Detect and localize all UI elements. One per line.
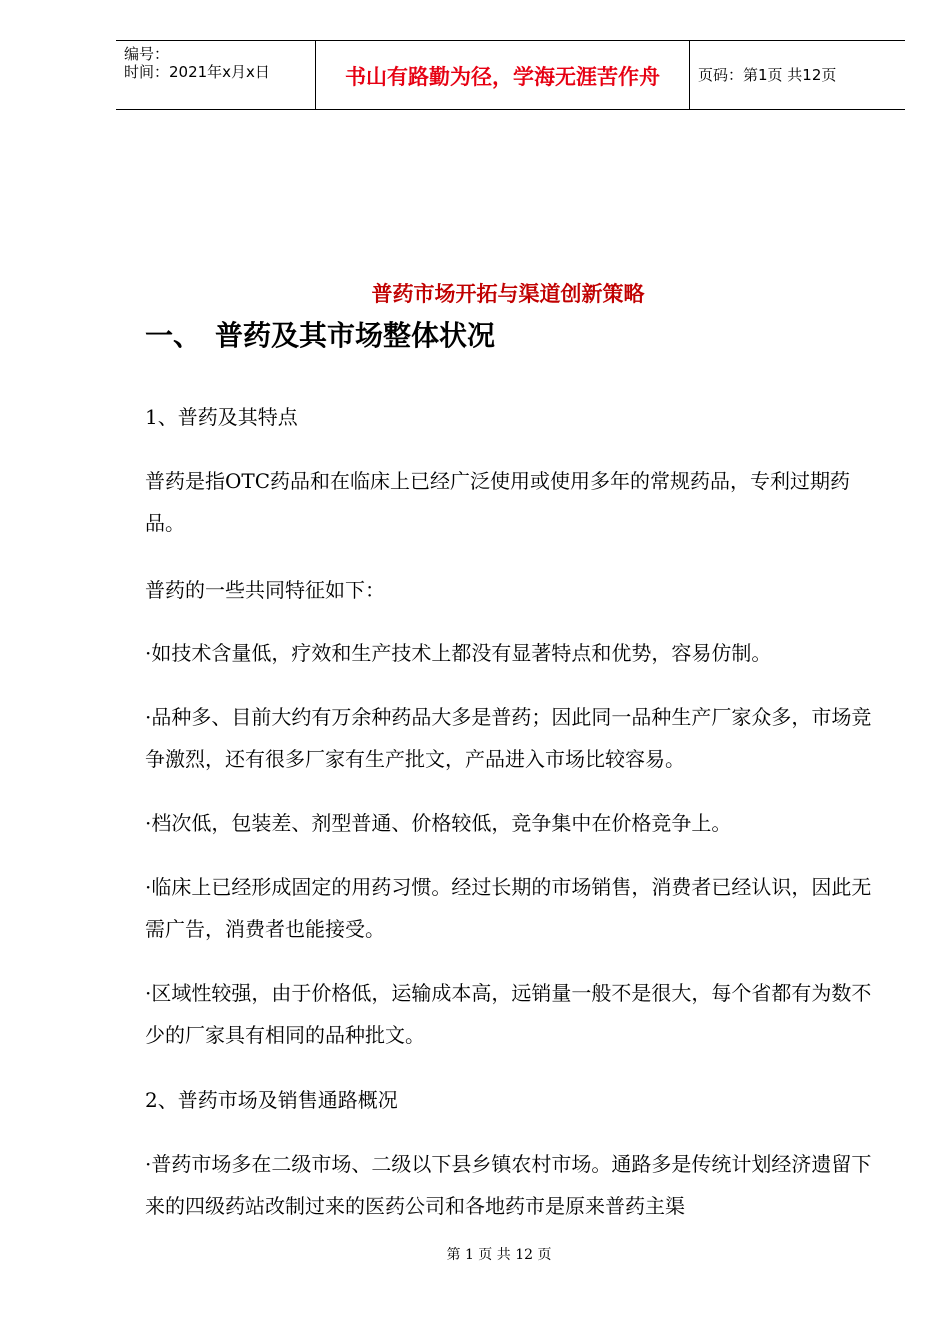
bullet-item: ·如技术含量低，疗效和生产技术上都没有显著特点和优势，容易仿制。 bbox=[145, 641, 772, 665]
serial-label: 编号： bbox=[124, 45, 170, 63]
page-header bbox=[116, 40, 905, 110]
section-heading bbox=[145, 318, 495, 354]
header-motto: 书山有路勤为径，学海无涯苦作舟 bbox=[345, 65, 660, 89]
paragraph-intro-features: 普药的一些共同特征如下： bbox=[145, 578, 385, 602]
bullet-item: ·临床上已经形成固定的用药习惯。经过长期的市场销售，消费者已经认识，因此无需广告，消费者也能接受。 bbox=[145, 875, 872, 941]
header-info-cell bbox=[116, 41, 316, 109]
subheading-2: 2、普药市场及销售通路概况 bbox=[145, 1088, 398, 1112]
subheading-1: 1、普药及其特点 bbox=[145, 405, 298, 429]
paragraph-definition: 普药是指OTC药品和在临床上已经广泛使用或使用多年的常规药品，专利过期药品。 bbox=[145, 469, 851, 535]
header-page-cell bbox=[690, 41, 905, 109]
document-title: 普药市场开拓与渠道创新策略 bbox=[371, 282, 645, 306]
section-number: 一、 bbox=[145, 319, 202, 352]
section-heading-text: 普药及其市场整体状况 bbox=[215, 319, 496, 352]
bullet-item: ·区域性较强，由于价格低，运输成本高，远销量一般不是很大，每个省都有为数不少的厂家具有相同的品种批文。 bbox=[145, 981, 872, 1047]
bullet-item: ·档次低，包装差、剂型普通、价格较低，竞争集中在价格竞争上。 bbox=[145, 811, 732, 835]
bullet-item: ·品种多、目前大约有万余种药品大多是普药；因此同一品种生产厂家众多，市场竞争激烈，还有很多厂家有生产批文，产品进入市场比较容易。 bbox=[145, 705, 872, 771]
time-label: 时间：2021年x月x日 bbox=[124, 63, 270, 81]
header-page-code: 页码：第1页 共12页 bbox=[698, 66, 837, 84]
page-footer: 第 1 页 共 12 页 bbox=[446, 1247, 552, 1263]
bullet-item: ·普药市场多在二级市场、二级以下县乡镇农村市场。通路多是传统计划经济遗留下来的四级药站改制过来的医药公司和各地药市是原来普药主渠 bbox=[145, 1152, 872, 1218]
header-motto-cell bbox=[316, 41, 690, 109]
